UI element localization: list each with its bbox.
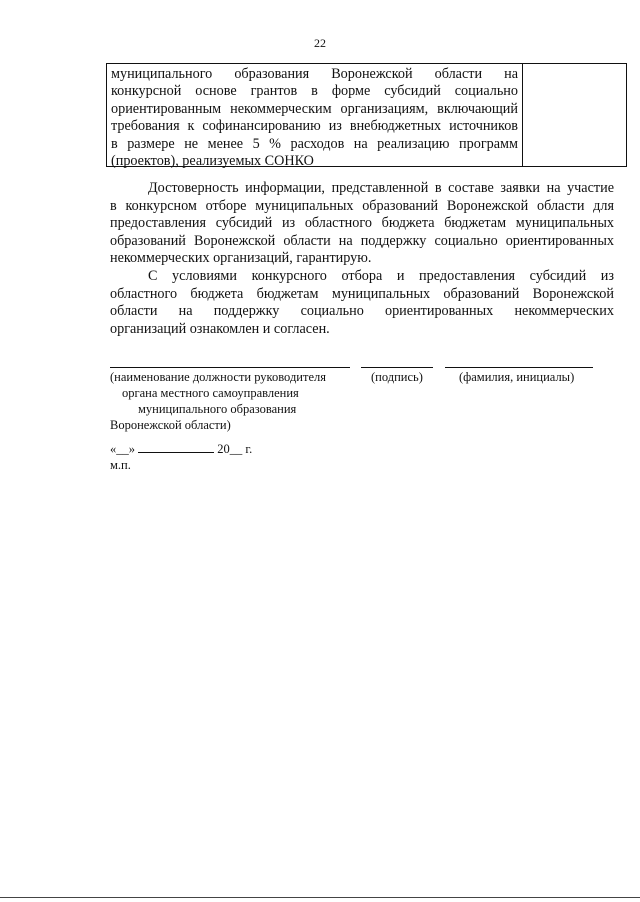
date-close-quote: » (128, 442, 135, 456)
date-field (110, 442, 252, 457)
paragraph-agreement (110, 268, 614, 338)
name-signature-line (445, 367, 593, 368)
position-caption-line: Воронежской области) (110, 418, 231, 432)
table-line: в размере не менее 5 % расходов на реализацию программ (111, 135, 518, 152)
date-month-blank (138, 442, 214, 453)
criteria-table (106, 63, 627, 170)
paragraph-line: области на поддержку социально ориентированных некоммерческих (110, 303, 614, 320)
date-year-suffix: г. (245, 442, 253, 456)
table-line: требования к софинансированию из внебюджетных источников (111, 118, 518, 135)
paragraph-line: образований Воронежской области на поддержку социально ориентированных (110, 232, 614, 249)
table-line: ориентированным некоммерческим организациям, включающий (111, 100, 518, 117)
position-signature-line (110, 367, 350, 368)
paragraph-reliability (110, 180, 614, 268)
paragraph-line: в конкурсном отборе муниципальных образований Воронежской области для (110, 197, 614, 214)
criteria-cell (107, 64, 523, 170)
position-caption-line: (наименование должности руководителя (110, 370, 326, 384)
paragraph-line: организаций ознакомлен и согласен. (110, 320, 330, 337)
paragraph-line: предоставления субсидий из областного бюджета бюджетам муниципальных (110, 215, 614, 232)
bottom-rule (0, 897, 640, 898)
name-caption: (фамилия, инициалы) (459, 370, 575, 384)
position-caption-line: органа местного самоуправления (122, 386, 299, 400)
paragraph-line: некоммерческих организаций, гарантирую. (110, 250, 372, 267)
signature-caption: (подпись) (371, 370, 423, 384)
table-line: (проектов), реализуемых СОНКО (111, 153, 314, 170)
table-line: муниципального образования Воронежской области на (111, 66, 518, 82)
position-caption-line: муниципального образования (138, 402, 297, 416)
score-cell (523, 64, 626, 166)
paragraph-line: Достоверность информации, представленной в составе заявки на участие (148, 180, 614, 196)
date-open-quote: « (110, 442, 117, 456)
table-line: конкурсной основе грантов в форме субсидий социально (111, 83, 518, 100)
paragraph-line: областного бюджета бюджетам муниципальных образований Воронежской (110, 285, 614, 302)
date-year-prefix: 20 (217, 442, 230, 456)
body-text (110, 180, 614, 338)
date-year-blank: __ (229, 442, 243, 456)
paragraph-line: С условиями конкурсного отбора и предоставления субсидий из (148, 267, 614, 284)
signature-line (361, 367, 433, 368)
date-day-blank: __ (116, 442, 129, 456)
stamp-label: м.п. (110, 458, 131, 472)
page-number: 22 (314, 36, 326, 50)
